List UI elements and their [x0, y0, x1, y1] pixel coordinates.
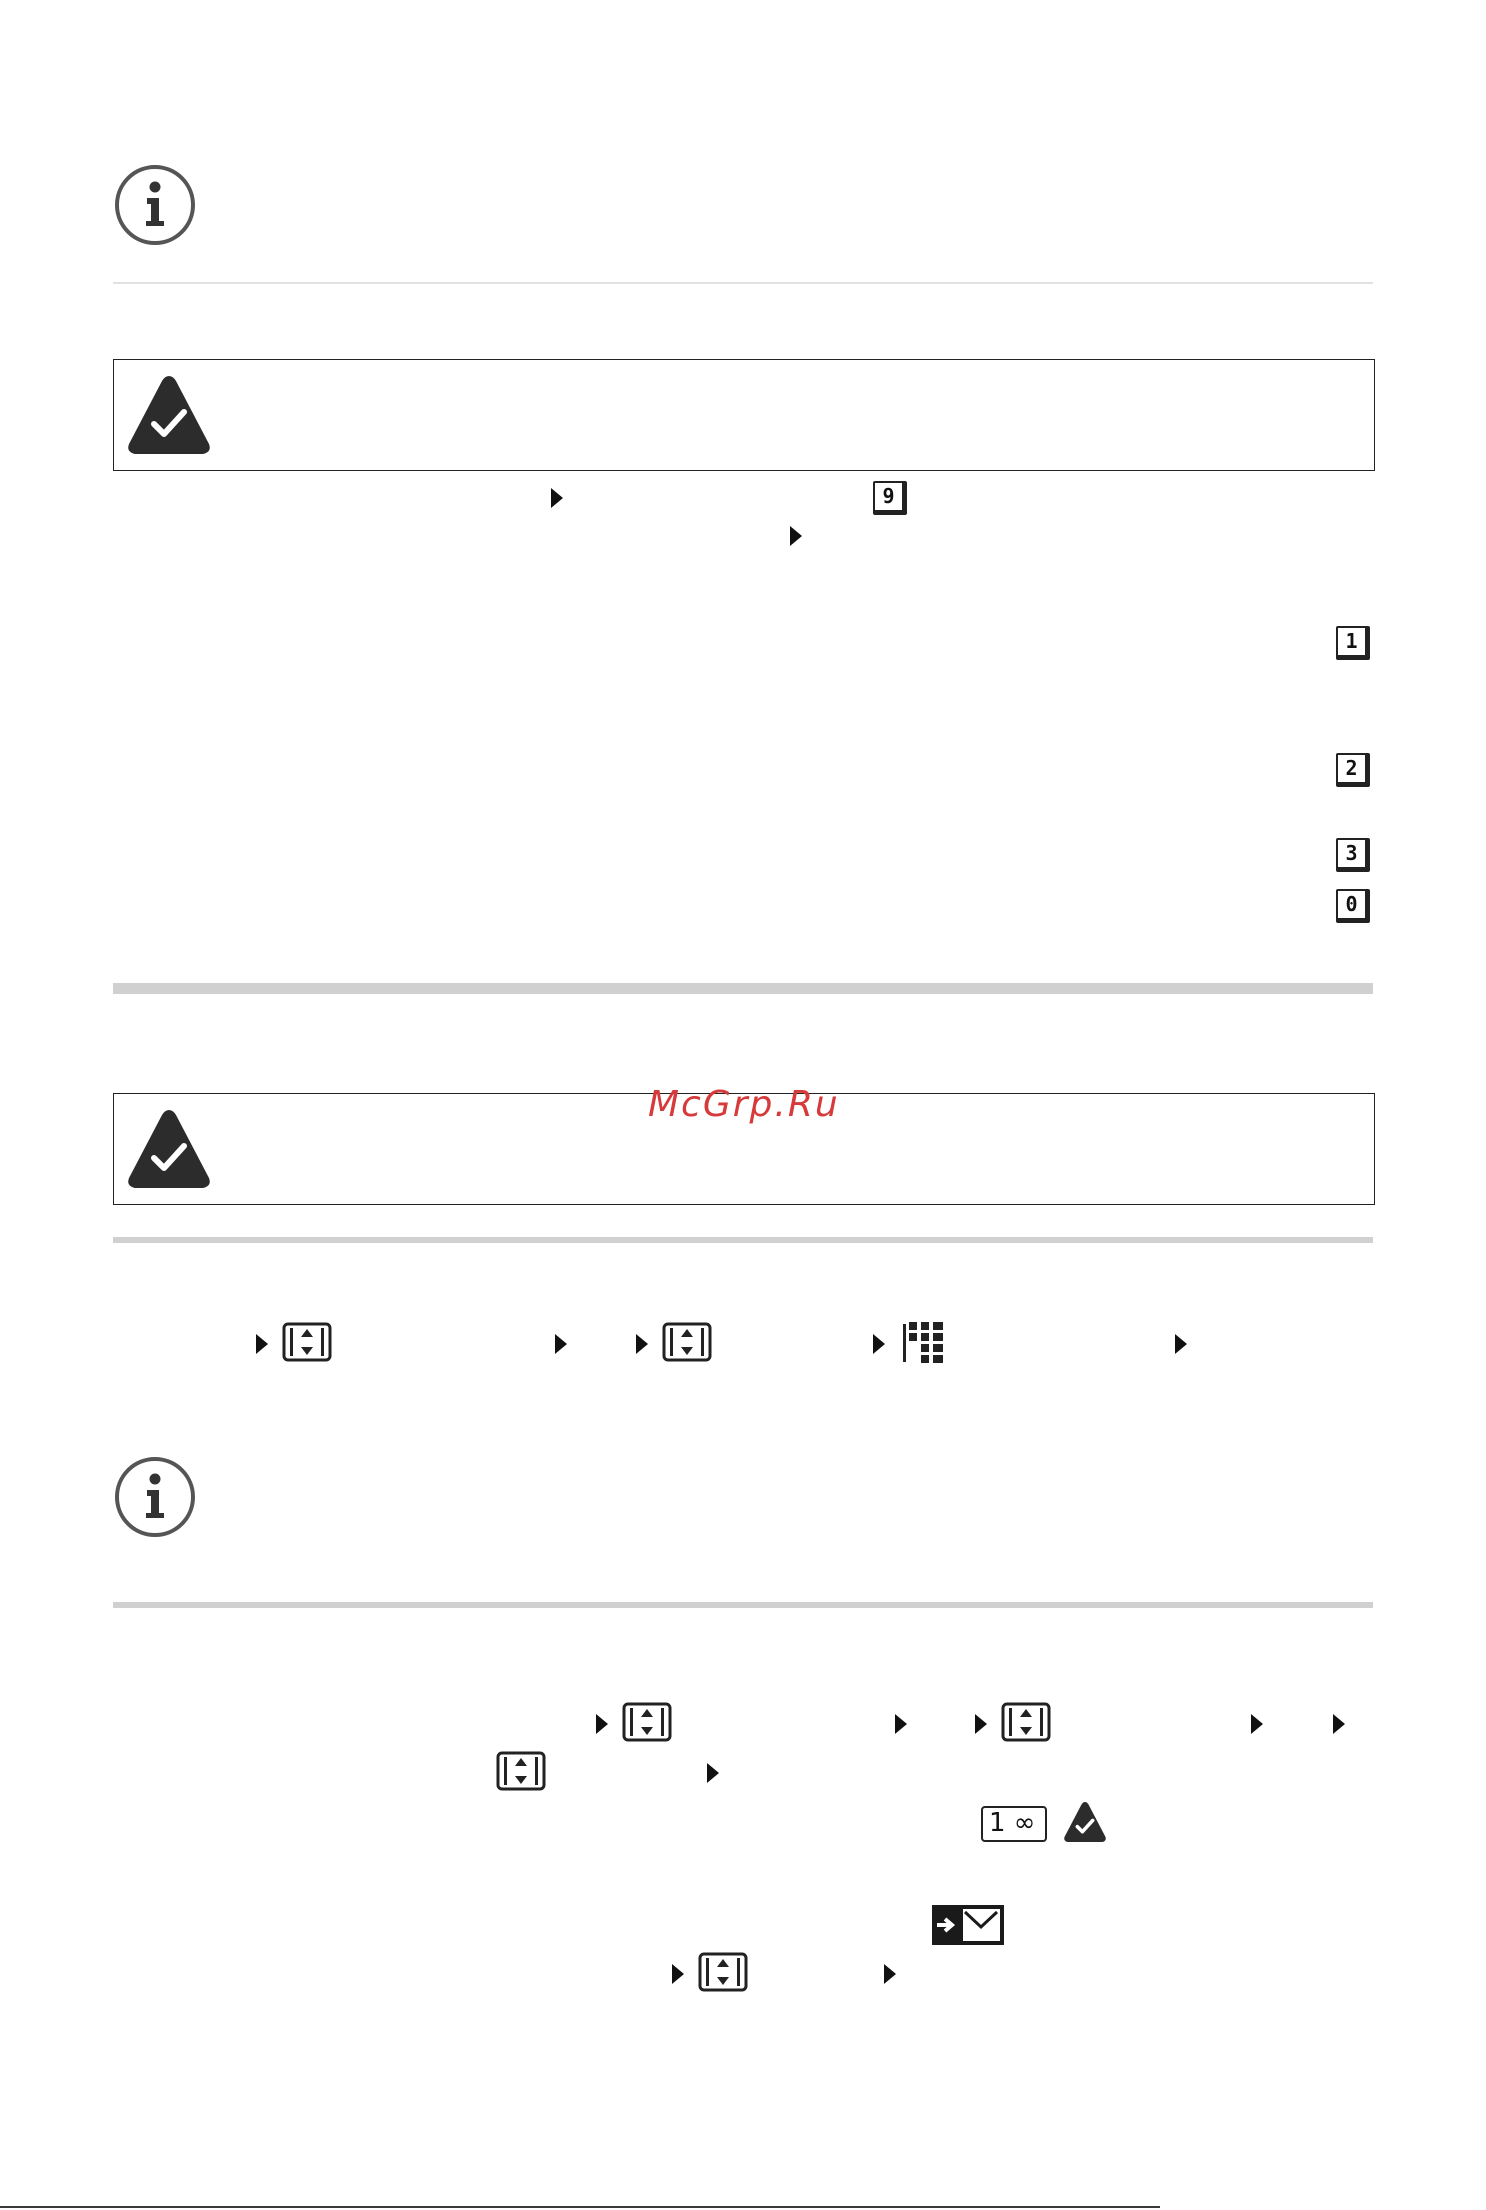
section-divider: [113, 983, 1373, 994]
arrow-right-icon: [256, 1334, 268, 1354]
arrow-right-icon: [884, 1964, 896, 1984]
arrow-right-icon: [551, 488, 563, 508]
navigation-key-icon[interactable]: [1001, 1702, 1051, 1746]
arrow-right-icon: [707, 1763, 719, 1783]
voicemail-key-icon[interactable]: 1 ∞: [981, 1806, 1047, 1842]
arrow-right-icon: [895, 1714, 907, 1734]
prerequisite-box: [113, 359, 1375, 471]
check-triangle-icon: [126, 1106, 212, 1196]
navigation-key-icon[interactable]: [282, 1322, 332, 1366]
navigation-key-icon[interactable]: [622, 1702, 672, 1746]
divider: [113, 1602, 1373, 1608]
arrow-right-icon: [975, 1714, 987, 1734]
navigation-key-icon[interactable]: [698, 1952, 748, 1996]
check-triangle-icon: [1063, 1800, 1107, 1848]
arrow-right-icon: [636, 1334, 648, 1354]
divider: [113, 282, 1373, 284]
key-9[interactable]: 9: [873, 481, 907, 515]
watermark: McGrp.Ru: [648, 1084, 840, 1125]
keypad-icon[interactable]: [901, 1320, 945, 1368]
arrow-right-icon: [672, 1964, 684, 1984]
arrow-right-icon: [555, 1334, 567, 1354]
arrow-right-icon: [596, 1714, 608, 1734]
divider: [113, 1237, 1373, 1243]
key-3[interactable]: 3: [1336, 838, 1370, 872]
message-envelope-icon: [932, 1905, 1004, 1949]
key-0[interactable]: 0: [1336, 889, 1370, 923]
arrow-right-icon: [873, 1334, 885, 1354]
arrow-right-icon: [1333, 1714, 1345, 1734]
info-icon: [113, 163, 197, 251]
key-2[interactable]: 2: [1336, 753, 1370, 787]
arrow-right-icon: [1175, 1334, 1187, 1354]
key-1[interactable]: 1: [1336, 626, 1370, 660]
navigation-key-icon[interactable]: [662, 1322, 712, 1366]
check-triangle-icon: [126, 372, 212, 462]
info-icon: [113, 1455, 197, 1543]
navigation-key-icon[interactable]: [496, 1751, 546, 1795]
arrow-right-icon: [1251, 1714, 1263, 1734]
arrow-right-icon: [790, 526, 802, 546]
footer-rule: [0, 2206, 1160, 2208]
